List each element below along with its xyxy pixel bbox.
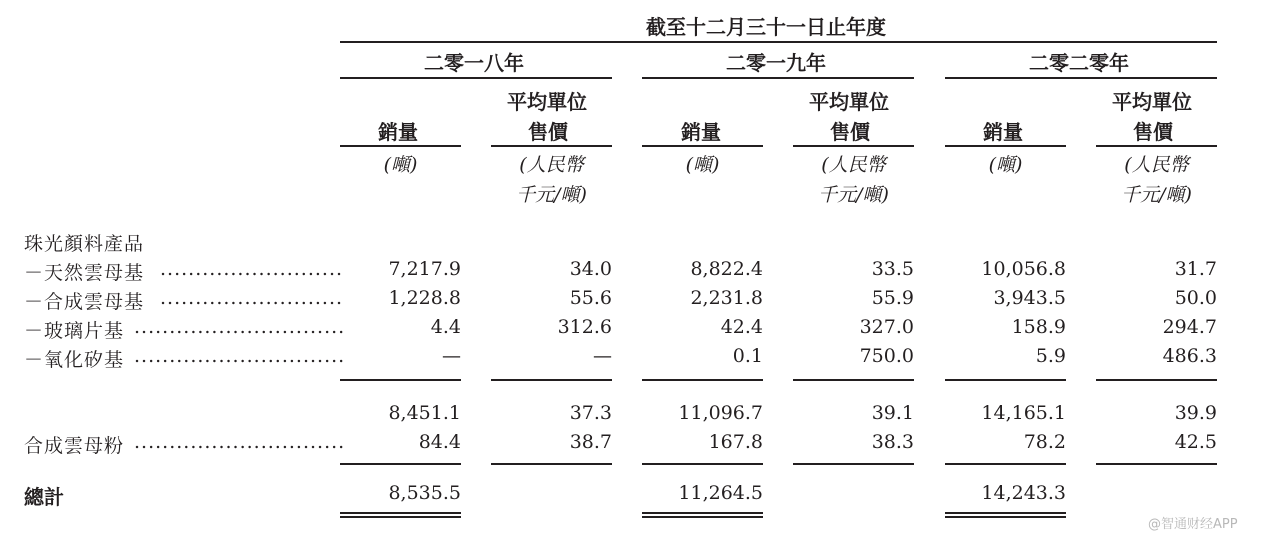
table-cell: 33.5 — [871, 258, 914, 280]
subtotal-rule — [642, 379, 763, 381]
total-cell: 8,535.5 — [388, 482, 461, 504]
col-rule — [793, 145, 914, 147]
table-cell: 10,056.8 — [981, 258, 1066, 280]
year-rule-2019 — [642, 77, 914, 79]
col-price-line1: 平均單位 — [1112, 90, 1192, 114]
col-rule — [340, 145, 461, 147]
subtotal-rule — [340, 379, 461, 381]
year-rule-2020 — [945, 77, 1217, 79]
table-cell: 4.4 — [430, 316, 461, 338]
subtotal-cell: 39.1 — [871, 402, 914, 424]
total-rule — [642, 463, 763, 465]
table-cell: 3,943.5 — [993, 287, 1066, 309]
table-cell: 8,822.4 — [690, 258, 763, 280]
table-cell: 34.0 — [569, 258, 612, 280]
total-rule — [491, 463, 612, 465]
table-cell: 84.4 — [418, 431, 461, 453]
year-rule-2018 — [340, 77, 612, 79]
price-unit-line2: 千元/噸) — [818, 184, 889, 206]
subtotal-rule — [945, 379, 1066, 381]
col-volume: 銷量 — [681, 120, 721, 144]
total-rule — [1096, 463, 1217, 465]
col-volume: 銷量 — [378, 120, 418, 144]
title-rule — [340, 41, 1217, 43]
table-cell: 2,231.8 — [690, 287, 763, 309]
subtotal-rule — [491, 379, 612, 381]
table-cell: 31.7 — [1174, 258, 1217, 280]
col-rule — [491, 145, 612, 147]
price-unit-line1: (人民幣 — [821, 154, 886, 176]
year-header-2020: 二零二零年 — [1029, 51, 1129, 75]
col-rule — [945, 145, 1066, 147]
table-cell: 167.8 — [708, 431, 763, 453]
table-cell: 486.3 — [1162, 345, 1217, 367]
total-label: 總計 — [24, 485, 64, 509]
table-cell: 42.4 — [720, 316, 763, 338]
row-label: －玻璃片基 — [24, 320, 125, 342]
total-double-rule — [642, 512, 763, 518]
table-cell: 750.0 — [859, 345, 914, 367]
price-unit-line1: (人民幣 — [1124, 154, 1189, 176]
row-leader-dots: .............................. — [134, 431, 346, 453]
year-header-2018: 二零一八年 — [424, 51, 524, 75]
row-label: －氧化矽基 — [24, 349, 125, 371]
table-cell: 158.9 — [1011, 316, 1066, 338]
row-leader-dots: .......................... — [160, 258, 344, 280]
table-cell: 0.1 — [732, 345, 763, 367]
col-price-line1: 平均單位 — [507, 90, 587, 114]
row-label: －合成雲母基 — [24, 291, 145, 313]
table-cell: 5.9 — [1035, 345, 1066, 367]
col-rule — [1096, 145, 1217, 147]
total-cell: 14,243.3 — [981, 482, 1066, 504]
year-header-2019: 二零一九年 — [726, 51, 826, 75]
row-label: 合成雲母粉 — [24, 435, 125, 457]
row-label: －天然雲母基 — [24, 262, 145, 284]
table-cell: 78.2 — [1023, 431, 1066, 453]
subtotal-cell: 37.3 — [569, 402, 612, 424]
table-cell: — — [442, 345, 461, 367]
col-price-line2: 售價 — [528, 120, 568, 144]
volume-unit: (噸) — [383, 154, 418, 176]
col-price-line1: 平均單位 — [809, 90, 889, 114]
subtotal-cell: 39.9 — [1174, 402, 1217, 424]
col-price-line2: 售價 — [1133, 120, 1173, 144]
table-cell: — — [593, 345, 612, 367]
total-double-rule — [340, 512, 461, 518]
col-rule — [642, 145, 763, 147]
subtotal-rule — [793, 379, 914, 381]
table-cell: 50.0 — [1174, 287, 1217, 309]
table-cell: 55.9 — [871, 287, 914, 309]
price-unit-line2: 千元/噸) — [1121, 184, 1192, 206]
row-leader-dots: .............................. — [134, 345, 346, 367]
table-cell: 1,228.8 — [388, 287, 461, 309]
table-cell: 55.6 — [569, 287, 612, 309]
total-rule — [945, 463, 1066, 465]
table-cell: 38.7 — [569, 431, 612, 453]
table-title: 截至十二月三十一日止年度 — [646, 15, 886, 39]
volume-unit: (噸) — [988, 154, 1023, 176]
subtotal-rule — [1096, 379, 1217, 381]
table-cell: 42.5 — [1174, 431, 1217, 453]
table-cell: 294.7 — [1162, 316, 1217, 338]
watermark: @智通财经APP — [1148, 517, 1238, 532]
table-cell: 327.0 — [859, 316, 914, 338]
subtotal-cell: 14,165.1 — [981, 402, 1066, 424]
volume-unit: (噸) — [685, 154, 720, 176]
col-price-line2: 售價 — [830, 120, 870, 144]
price-unit-line2: 千元/噸) — [516, 184, 587, 206]
section-label: 珠光顏料產品 — [24, 233, 145, 255]
total-cell: 11,264.5 — [678, 482, 763, 504]
col-volume: 銷量 — [983, 120, 1023, 144]
table-cell: 38.3 — [871, 431, 914, 453]
row-leader-dots: .............................. — [134, 316, 346, 338]
row-leader-dots: .......................... — [160, 287, 344, 309]
price-unit-line1: (人民幣 — [519, 154, 584, 176]
total-rule — [793, 463, 914, 465]
total-double-rule — [945, 512, 1066, 518]
table-cell: 7,217.9 — [388, 258, 461, 280]
subtotal-cell: 8,451.1 — [388, 402, 461, 424]
table-cell: 312.6 — [557, 316, 612, 338]
subtotal-cell: 11,096.7 — [678, 402, 763, 424]
total-rule — [340, 463, 461, 465]
